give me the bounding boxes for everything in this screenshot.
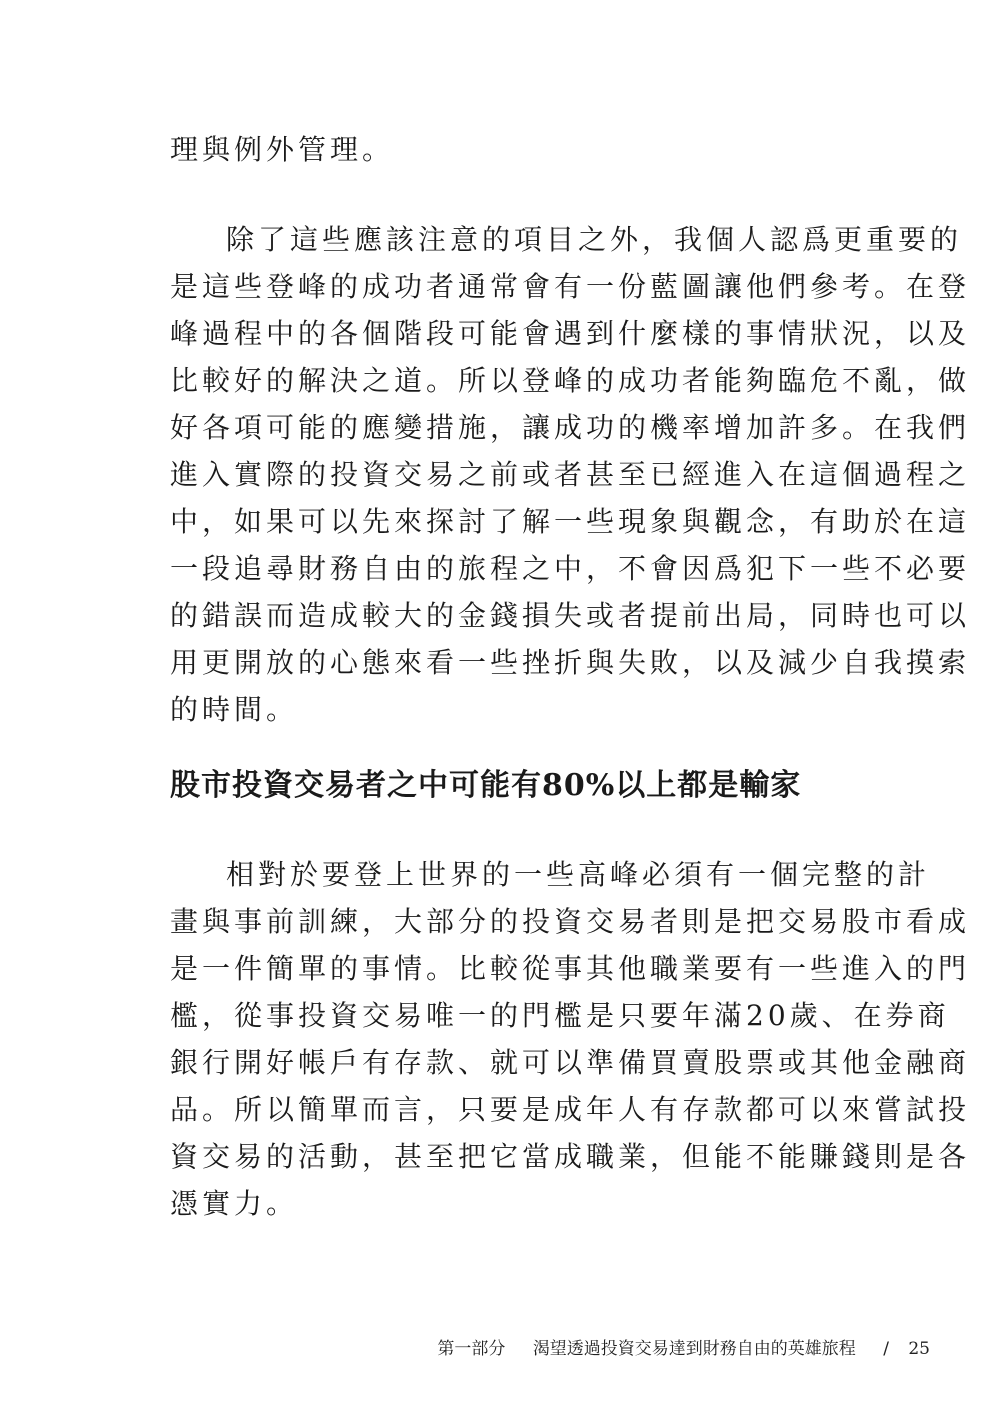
paragraph-line: 是一件簡單的事情。比較從事其他職業要有一些進入的門 [170,952,971,985]
footer-book-title: 渴望透過投資交易達到財務自由的英雄旅程 [532,1339,856,1359]
paragraph-line: 畫與事前訓練，大部分的投資交易者則是把交易股市看成 [170,905,971,938]
paragraph-line: 比較好的解決之道。所以登峰的成功者能夠臨危不亂，做 [170,364,971,397]
paragraph-line: 相對於要登上世界的一些高峰必須有一個完整的計 [226,858,931,891]
paragraph-line: 的時間。 [170,693,299,726]
paragraph-line: 是這些登峰的成功者通常會有一份藍圖讓他們參考。在登 [170,270,971,303]
paragraph-fragment: 理與例外管理。 [170,133,395,166]
paragraph-line: 檻，從事投資交易唯一的門檻是只要年滿20歲、在券商 [170,999,950,1032]
paragraph-line: 一段追尋財務自由的旅程之中，不會因爲犯下一些不必要 [170,552,971,585]
running-footer [437,1334,930,1364]
paragraph-line: 的錯誤而造成較大的金錢損失或者提前出局，同時也可以 [170,599,971,632]
paragraph-line: 好各項可能的應變措施，讓成功的機率增加許多。在我們 [170,411,971,444]
footer-part-label: 第一部分 [437,1339,506,1359]
page-number: 25 [908,1339,930,1359]
paragraph-line: 用更開放的心態來看一些挫折與失敗，以及減少自我摸索 [170,646,971,679]
footer-separator: / [883,1339,889,1359]
paragraph-line: 中，如果可以先來探討了解一些現象與觀念，有助於在這 [170,505,971,538]
paragraph-line: 峰過程中的各個階段可能會遇到什麼樣的事情狀況，以及 [170,317,971,350]
section-heading: 股市投資交易者之中可能有80%以上都是輸家 [170,768,802,803]
paragraph-line: 品。所以簡單而言，只要是成年人有存款都可以來嘗試投 [170,1093,971,1126]
paragraph-line: 資交易的活動，甚至把它當成職業，但能不能賺錢則是各 [170,1140,971,1173]
paragraph-line: 除了這些應該注意的項目之外，我個人認爲更重要的 [226,223,963,256]
paragraph-line: 憑實力。 [170,1187,299,1220]
paragraph-line: 銀行開好帳戶有存款、就可以準備買賣股票或其他金融商 [170,1046,971,1079]
paragraph-line: 進入實際的投資交易之前或者甚至已經進入在這個過程之 [170,458,971,491]
